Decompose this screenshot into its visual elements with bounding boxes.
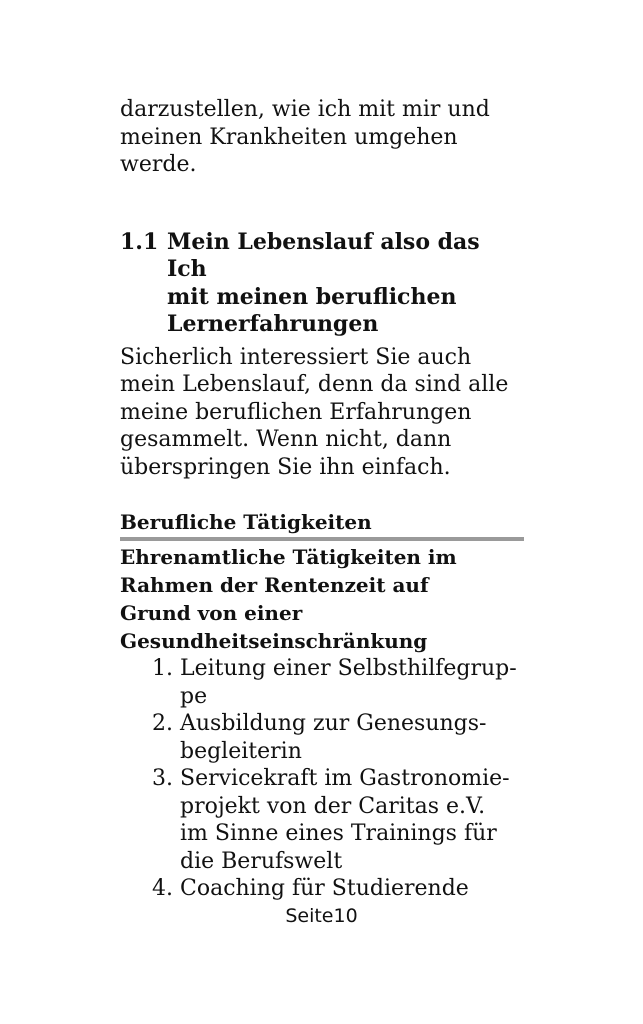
section-number: 1.1 [120,228,159,255]
list-item-number: 1. [152,656,173,681]
list-item-text: Coaching für Studierende [180,876,469,901]
list-item-number: 2. [152,711,173,736]
list-item [120,875,524,903]
list-item-text: Servicekraft im Gastronomie- projekt von der Caritas e.V. im Sinne eines Trainings für die Berufswelt [180,766,510,874]
list-item-text: Leitung einer Selbsthilfegrup- pe [180,656,517,709]
list-item [120,765,524,875]
document-page [120,96,524,903]
list-item-number: 4. [152,876,173,901]
subheading-berufliche-taetigkeiten: Berufliche Tätigkeiten [120,509,524,541]
section-heading [120,229,524,339]
list-item-text: Ausbildung zur Genesungs- begleiterin [180,711,487,764]
list-item [120,655,524,710]
page-number-footer: Seite10 [285,905,358,927]
list-item [120,710,524,765]
list-item-number: 3. [152,766,173,791]
activities-list [120,655,524,903]
intro-paragraph: darzustellen, wie ich mit mir und meinen Krankheiten umgehen werde. [120,97,490,177]
body-paragraph: Sicherlich interessiert Sie auch mein Lebenslauf, denn da sind alle meine beruflichen Erfahrungen gesammelt. Wenn nicht, dann überspringen Sie ihn einfach. [120,344,509,480]
subsubheading-ehrenamtliche-taetigkeiten: Ehrenamtliche Tätigkeiten im Rahmen der Rentenzeit auf Grund von einer Gesundheitseinschränkung [120,545,457,653]
section-title: Mein Lebenslauf also das Ich mit meinen beruflichen Lernerfahrungen [167,228,480,337]
